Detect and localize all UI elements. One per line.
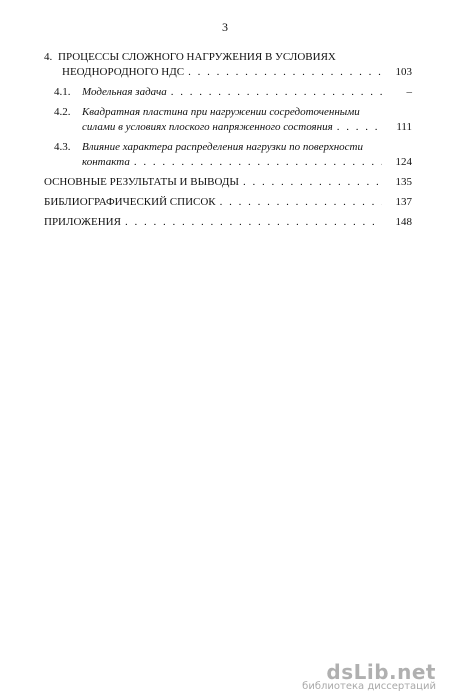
toc-entry-chapter-4[interactable] bbox=[44, 50, 412, 80]
toc-entry-appendices[interactable] bbox=[44, 215, 412, 230]
toc-entry-title: ОСНОВНЫЕ РЕЗУЛЬТАТЫ И ВЫВОДЫ bbox=[44, 176, 240, 188]
leader-dots bbox=[125, 215, 382, 230]
toc-entry-4-1[interactable] bbox=[44, 85, 412, 100]
toc-entry-bibliography[interactable] bbox=[44, 195, 412, 210]
toc-entry-page: 124 bbox=[395, 156, 412, 168]
toc-entry-title-line1 bbox=[54, 105, 412, 120]
toc-entry-page: 148 bbox=[395, 216, 412, 228]
toc-entry-title-line1 bbox=[44, 50, 412, 65]
leader-dots bbox=[243, 175, 382, 190]
toc-entry-title: Влияние характера распределения нагрузки по поверхности bbox=[82, 141, 363, 153]
toc-entry-title-cont: силами в условиях плоского напряженного состояния bbox=[82, 121, 333, 133]
toc-entry-title: Квадратная пластина при нагружении сосредоточенными bbox=[82, 106, 360, 118]
toc-entry-row bbox=[44, 175, 412, 190]
watermark-subtitle: библиотека диссертаций bbox=[302, 681, 436, 692]
toc-entry-main-results[interactable] bbox=[44, 175, 412, 190]
toc-entry-page: 111 bbox=[396, 121, 412, 133]
toc-entry-title-cont: НЕОДНОРОДНОГО НДС bbox=[62, 66, 185, 78]
leader-dots bbox=[337, 120, 382, 135]
toc-entry-4-2[interactable] bbox=[44, 105, 412, 135]
page-number: 3 bbox=[222, 20, 228, 34]
toc-entry-title: ПРОЦЕССЫ СЛОЖНОГО НАГРУЖЕНИЯ В УСЛОВИЯХ bbox=[58, 51, 336, 63]
toc-entry-number: 4.1. bbox=[54, 86, 71, 98]
toc-entry-label bbox=[54, 85, 167, 100]
watermark bbox=[302, 660, 436, 692]
toc-entry-title: Модельная задача bbox=[82, 86, 167, 98]
toc-entry-page: – bbox=[406, 86, 412, 98]
watermark-logo: dsLib.net bbox=[326, 660, 436, 684]
table-of-contents bbox=[44, 50, 412, 230]
toc-entry-title-line1 bbox=[54, 140, 412, 155]
toc-entry-number: 4. bbox=[44, 51, 53, 63]
toc-entry-row bbox=[44, 65, 412, 80]
toc-entry-4-3[interactable] bbox=[44, 140, 412, 170]
toc-entry-number: 4.2. bbox=[54, 106, 71, 118]
leader-dots bbox=[171, 85, 382, 100]
leader-dots bbox=[220, 195, 382, 210]
toc-entry-row bbox=[54, 85, 412, 100]
toc-entry-title-cont: контакта bbox=[82, 156, 130, 168]
toc-entry-page: 135 bbox=[395, 176, 412, 188]
toc-entry-number: 4.3. bbox=[54, 141, 71, 153]
leader-dots bbox=[188, 65, 382, 80]
toc-entry-page: 103 bbox=[395, 66, 412, 78]
toc-entry-row bbox=[44, 195, 412, 210]
toc-entry-title: БИБЛИОГРАФИЧЕСКИЙ СПИСОК bbox=[44, 196, 216, 208]
toc-entry-row bbox=[44, 215, 412, 230]
toc-entry-row bbox=[54, 155, 412, 170]
toc-entry-row bbox=[54, 120, 412, 135]
leader-dots bbox=[134, 155, 382, 170]
toc-entry-page: 137 bbox=[395, 196, 412, 208]
toc-entry-title: ПРИЛОЖЕНИЯ bbox=[44, 216, 121, 228]
